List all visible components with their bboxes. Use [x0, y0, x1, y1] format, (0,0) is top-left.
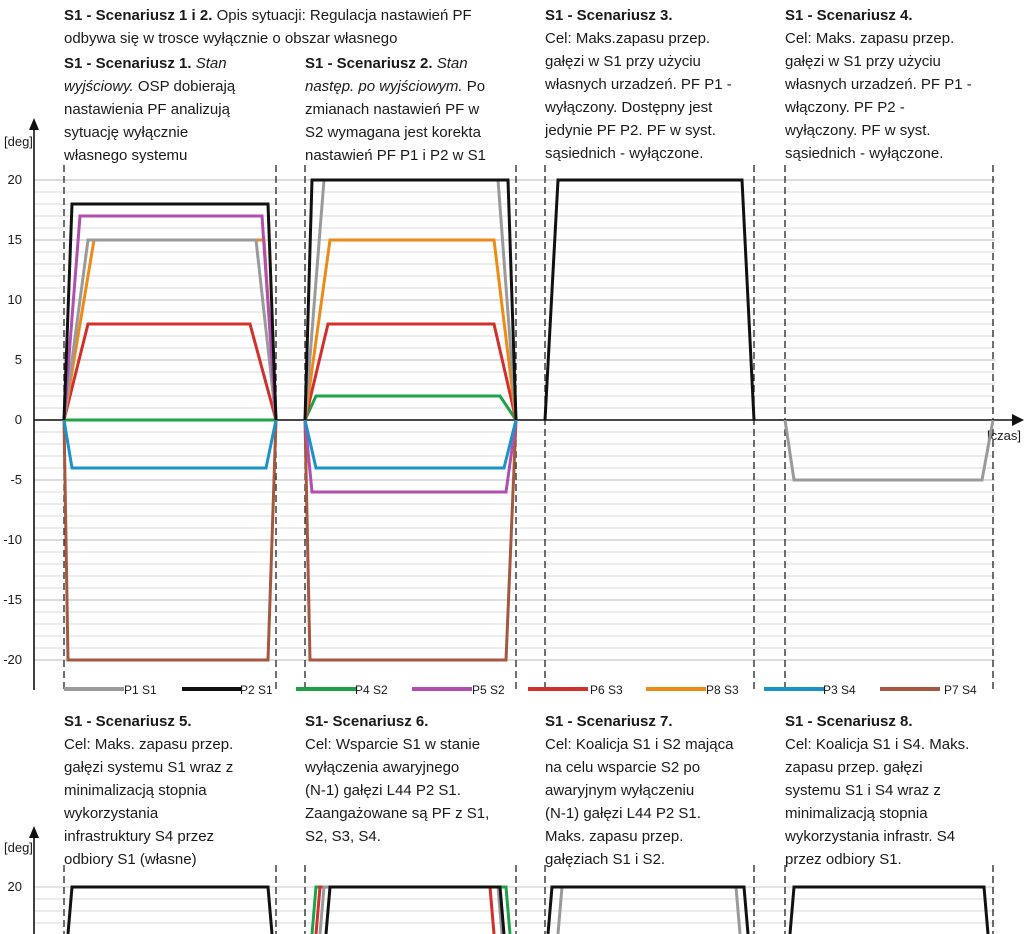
x-axis-arrow	[1012, 414, 1024, 426]
header-scenario-3-title: S1 - Scenariusz 3.	[545, 7, 673, 24]
y-tick-label: 10	[7, 292, 22, 307]
header-scenario-1-2-title: S1 - Scenariusz 1 i 2.	[64, 7, 213, 24]
series-line-p1-s1	[785, 420, 993, 480]
header-scenario-8-line: zapasu przep. gałęzi	[785, 759, 923, 776]
series-line-p8-s3	[305, 240, 516, 420]
header-scenario-1-2-desc: Opis sytuacji: Regulacja nastawień PF	[212, 7, 472, 24]
header-scenario-1-line4: sytuację wyłącznie	[64, 124, 189, 141]
y-tick-label: 15	[7, 232, 22, 247]
header-scenario-4-line: Cel: Maks. zapasu przep.	[785, 30, 955, 47]
header-scenario-5-line: odbiory S1 (własne)	[64, 851, 197, 868]
header-scenario-6-line: (N-1) gałęzi L44 P2 S1.	[305, 782, 461, 799]
header-scenario-1-line3: nastawienia PF analizują	[64, 101, 230, 118]
legend-label: P3 S4	[823, 683, 856, 697]
header-scenario-4-line: gałęzi w S1 przy użyciu	[785, 53, 941, 70]
legend-label: P4 S2	[355, 683, 388, 697]
y-tick-label: 20	[7, 172, 22, 187]
header-scenario-1-rest2: OSP dobierają	[133, 78, 236, 95]
series	[64, 180, 993, 934]
header-scenario-5-line: gałęzi systemu S1 wraz z	[64, 759, 234, 776]
header-scenario-3-line: wyłączony. Dostępny jest	[545, 99, 713, 116]
header-scenario-2-title: S1 - Scenariusz 2.	[305, 55, 433, 72]
header-scenario-5-title: S1 - Scenariusz 5.	[64, 713, 192, 730]
header-scenario-7-line: na celu wsparcie S2 po	[545, 759, 701, 776]
header-scenario-3-line: sąsiednich - wyłączone.	[545, 145, 704, 162]
legend	[64, 683, 977, 697]
lower-y-axis-label: [deg]	[4, 840, 33, 855]
header-scenario-2-line3: zmianach nastawień PF w	[305, 101, 480, 118]
header-scenario-1-title: S1 - Scenariusz 1.	[64, 55, 192, 72]
header-scenario-1-ital2: wyjściowy.	[64, 78, 134, 95]
y-tick-label: 5	[14, 352, 22, 367]
header-scenario-1-2-line2: odbywa się w trosce wyłącznie o obszar własnego	[64, 30, 398, 47]
header-scenario-7-line: awaryjnym wyłączeniu	[545, 782, 695, 799]
header-scenario-5-line: Cel: Maks. zapasu przep.	[64, 736, 234, 753]
series-line-p8-s3	[64, 240, 276, 420]
header-scenario-7-line: Cel: Koalicja S1 i S2 mająca	[545, 736, 734, 753]
y-tick-label: 0	[14, 412, 22, 427]
header-scenario-6-line: wyłączenia awaryjnego	[305, 759, 460, 776]
header-scenario-6-line: Zaangażowane są PF z S1,	[305, 805, 490, 822]
legend-label: P8 S3	[706, 683, 739, 697]
header-scenario-6-line: S2, S3, S4.	[305, 828, 381, 845]
header-scenario-4-line: włączony. PF P2 -	[785, 99, 905, 116]
header-scenario-6-line: Cel: Wsparcie S1 w stanie	[305, 736, 481, 753]
header-scenario-7-line: gałęziach S1 i S2.	[545, 851, 666, 868]
header-scenario-6-title: S1- Scenariusz 6.	[305, 713, 429, 730]
header-scenario-1-ital1: Stan	[191, 55, 227, 72]
header-scenario-8-line: Cel: Koalicja S1 i S4. Maks.	[785, 736, 970, 753]
panel-dividers	[64, 165, 993, 934]
header-scenario-4-title: S1 - Scenariusz 4.	[785, 7, 913, 24]
header-scenario-8-title: S1 - Scenariusz 8.	[785, 713, 913, 730]
header-scenario-8-line: wykorzystania infrastr. S4	[785, 828, 956, 845]
header-scenario-2-rest2: Po	[462, 78, 486, 95]
series-line-p1-s1	[64, 240, 276, 420]
header-scenario-2-line4: S2 wymagana jest korekta	[305, 124, 481, 141]
header-scenario-4-line: własnych urzadzeń. PF P1 -	[785, 76, 972, 93]
y-tick-label: -20	[3, 652, 22, 667]
y-tick-label: -5	[10, 472, 22, 487]
y-tick-label: -15	[3, 592, 22, 607]
y-axis-arrow	[29, 118, 39, 130]
header-scenario-3-line: jedynie PF P2. PF w syst.	[545, 122, 716, 139]
legend-label: P2 S1	[240, 683, 273, 697]
header-scenario-8-line: systemu S1 i S4 wraz z	[785, 782, 941, 799]
header-scenario-2-ital2: następ. po wyjściowym.	[305, 78, 463, 95]
header-scenario-3-line: własnych urzadzeń. PF P1 -	[545, 76, 732, 93]
header-scenario-8-line: minimalizacją stopnia	[785, 805, 928, 822]
legend-label: P5 S2	[472, 683, 505, 697]
header-scenario-5-line: infrastruktury S4 przez	[64, 828, 215, 845]
x-axis-label: [czas]	[987, 428, 1021, 443]
header-scenario-1-line5: własnego systemu	[64, 147, 188, 164]
header-scenario-4-line: sąsiednich - wyłączone.	[785, 145, 944, 162]
lower-y-axis-arrow	[29, 826, 39, 838]
lower-y-tick-label: 20	[7, 879, 22, 894]
header-scenario-8-line: przez odbiory S1.	[785, 851, 902, 868]
legend-label: P6 S3	[590, 683, 623, 697]
y-axis-label: [deg]	[4, 134, 33, 149]
header-scenario-2-ital1: Stan	[432, 55, 468, 72]
header-scenario-5-line: wykorzystania	[64, 805, 159, 822]
grid	[34, 180, 995, 923]
legend-label: P7 S4	[944, 683, 977, 697]
header-scenario-7-line: Maks. zapasu przep.	[545, 828, 684, 845]
header-scenario-3-line: gałęzi w S1 przy użyciu	[545, 53, 701, 70]
header-scenario-7-line: (N-1) gałęzi L44 P2 S1.	[545, 805, 701, 822]
header-scenario-2-line5: nastawień PF P1 i P2 w S1	[305, 147, 486, 164]
series-line-p5-s2	[64, 216, 276, 420]
header-scenario-3-line: Cel: Maks.zapasu przep.	[545, 30, 711, 47]
header-scenario-7-title: S1 - Scenariusz 7.	[545, 713, 673, 730]
legend-label: P1 S1	[124, 683, 157, 697]
header-scenario-5-line: minimalizacją stopnia	[64, 782, 207, 799]
y-tick-label: -10	[3, 532, 22, 547]
header-scenario-4-line: wyłączony. PF w syst.	[785, 122, 931, 139]
